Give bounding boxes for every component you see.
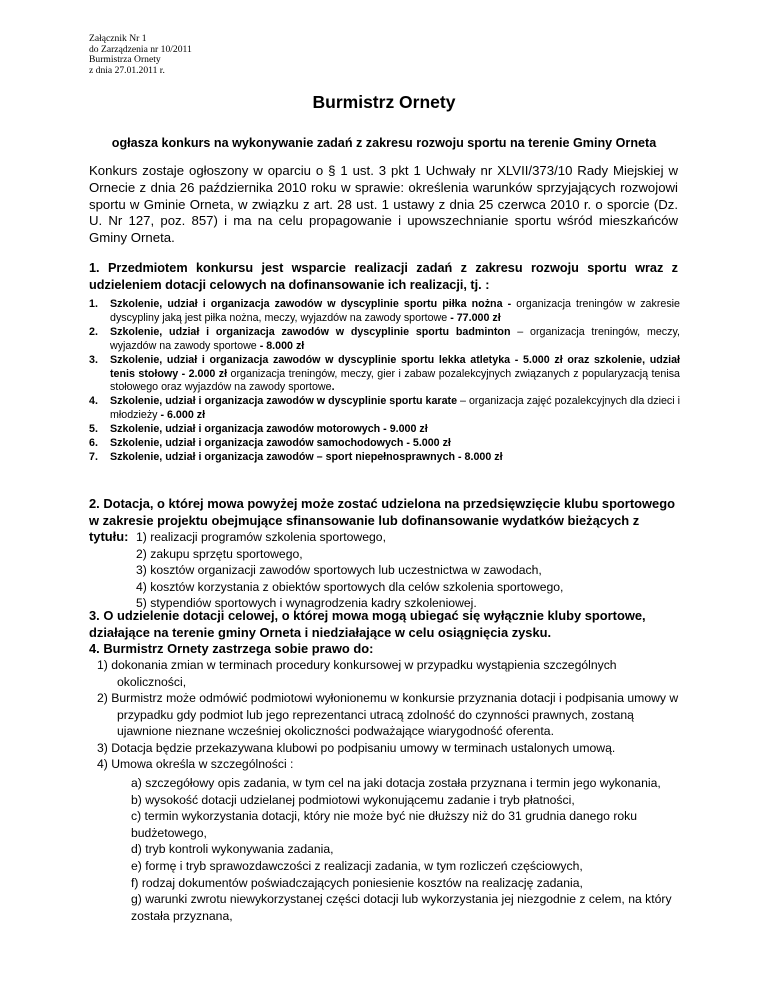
task-item: 4. Szkolenie, udział i organizacja zawodów w dyscyplinie sportu karate – organizacja zajęć pozalekcyjnych dla dzieci i młodzieży - 6.000 zł bbox=[89, 395, 680, 422]
contract-term: g) warunki zwrotu niewykorzystanej części dotacji lub wykorzystania jej niezgodnie z celem, na który została przyznana, bbox=[131, 892, 672, 923]
attachment-line: Burmistrza Ornety bbox=[89, 54, 161, 66]
task-item: 1. Szkolenie, udział i organizacja zawodów w dyscyplinie sportu piłka nożna - organizacja treningów w zakresie dyscypliny jaką jest piłka nożna, meczy, wyjazdów na zawody sportowe - 77.000 zł bbox=[89, 298, 680, 324]
rights-list bbox=[97, 657, 682, 773]
rights-item: 1) dokonania zmian w terminach procedury konkursowej w przypadku wystąpienia szczególnych okoliczności, bbox=[97, 658, 617, 689]
expense-item: 3) kosztów organizacji zawodów sportowych lub uczestnictwa w zawodach, bbox=[136, 563, 542, 578]
expense-item: 1) realizacji programów szkolenia sportowego, bbox=[136, 530, 386, 544]
task-item: 6. Szkolenie, udział i organizacja zawodów samochodowych - 5.000 zł bbox=[89, 437, 451, 450]
attachment-note bbox=[89, 34, 192, 76]
contract-term: d) tryb kontroli wykonywania zadania, bbox=[131, 842, 334, 857]
task-item: 7. Szkolenie, udział i organizacja zawodów – sport niepełnosprawnych - 8.000 zł bbox=[89, 450, 503, 463]
rights-item: 4) Umowa określa w szczególności : bbox=[97, 757, 294, 771]
task-item: 3. Szkolenie, udział i organizacja zawodów w dyscyplinie sportu lekka atletyka - 5.000 zł oraz szkolenie, udział tenis stołowy - 2.000 zł organizacja treningów, meczy, gier i zabaw pozalekcyjnych związanych z popularyzacją tenisa stołowego oraz wyjazdów na zawody sportowe. bbox=[89, 353, 680, 394]
document-subtitle: ogłasza konkurs na wykonywanie zadań z zakresu rozwoju sportu na terenie Gminy Orneta bbox=[111, 136, 657, 150]
contract-terms-list bbox=[131, 775, 682, 924]
attachment-line: Załącznik Nr 1 bbox=[89, 33, 147, 44]
section-4-heading: 4. Burmistrz Ornety zastrzega sobie prawo do: bbox=[89, 641, 374, 656]
task-list bbox=[89, 298, 680, 465]
intro-paragraph: Konkurs zostaje ogłoszony w oparciu o § 1 ust. 3 pkt 1 Uchwały nr XLVII/373/10 Rady Miejskiej w Ornecie z dnia 26 października 2010 roku w sprawie: określenia warunków sprzyjających rozwojowi sportu w Gminie Orneta, w związku z art. 28 ust. 1 ustawy z dnia 25 czerwca 2010 r. o sporcie (Dz. U. Nr 127, poz. 857) i ma na celu propagowanie i upowszechnianie sportu wśród mieszkańców Gminy Orneta. bbox=[89, 163, 678, 246]
expense-item: 2) zakupu sprzętu sportowego, bbox=[136, 546, 303, 561]
expense-list bbox=[136, 529, 563, 612]
task-item: 2. Szkolenie, udział i organizacja zawodów w dyscyplinie sportu badminton – organizacja treningów, meczy, wyjazdów na zawody sportowe - 8.000 zł bbox=[89, 325, 680, 352]
attachment-line: do Zarządzenia nr 10/2011 bbox=[89, 43, 192, 55]
rights-item: 2) Burmistrz może odmówić podmiotowi wyłonionemu w konkursie przyznania dotacji i podpisania umowy w przypadku gdy podmiot lub jego reprezentanci utracą zdolność do czynności prawnych, zostaną ujawnione nieznane wcześniej okoliczności podważające wiarygodność oferenta. bbox=[97, 691, 679, 738]
section-1-heading: 1. Przedmiotem konkursu jest wsparcie realizacji zadań z zakresu rozwoju sportu wraz z udzieleniem dotacji celowych na dofinansowanie ich realizacji, tj. : bbox=[89, 261, 678, 292]
contract-term: c) termin wykorzystania dotacji, który nie może być nie dłuższy niż do 31 grudnia danego roku budżetowego, bbox=[131, 809, 638, 840]
contract-term: f) rodzaj dokumentów poświadczających poniesienie kosztów na realizację zadania, bbox=[131, 875, 583, 890]
section-3-heading: 3. O udzielenie dotacji celowej, o której mowa mogą ubiegać się wyłącznie kluby sportowe, działające na terenie gminy Orneta i niedziałające w celu osiągnięcia zysku. bbox=[89, 608, 646, 640]
contract-term: b) wysokość dotacji udzielanej podmiotowi wykonującemu zadanie i tryb płatności, bbox=[131, 792, 575, 807]
section-2-heading: 2. Dotacja, o której mowa powyżej może zostać udzielona na przedsięwzięcie klubu sportowego w zakresie projektu obejmujące sfinansowanie lub dofinansowanie wydatków bieżących z tytułu: bbox=[89, 496, 675, 544]
expense-item: 4) kosztów korzystania z obiektów sportowych dla celów szkolenia sportowego, bbox=[136, 579, 564, 594]
task-item: 5. Szkolenie, udział i organizacja zawodów motorowych - 9.000 zł bbox=[89, 423, 428, 436]
document-title: Burmistrz Ornety bbox=[312, 92, 456, 112]
contract-term: e) formę i tryb sprawozdawczości z realizacji zadania, w tym rozliczeń częściowych, bbox=[131, 858, 583, 873]
rights-item: 3) Dotacja będzie przekazywana klubowi po podpisaniu umowy w terminach ustalonych umową. bbox=[97, 740, 616, 755]
attachment-line: z dnia 27.01.2011 r. bbox=[89, 64, 165, 76]
contract-term: a) szczegółowy opis zadania, w tym cel na jaki dotacja została przyznana i termin jego wykonania, bbox=[131, 776, 661, 790]
expense-item: 5) stypendiów sportowych i wynagrodzenia kadry szkoleniowej. bbox=[136, 596, 477, 611]
